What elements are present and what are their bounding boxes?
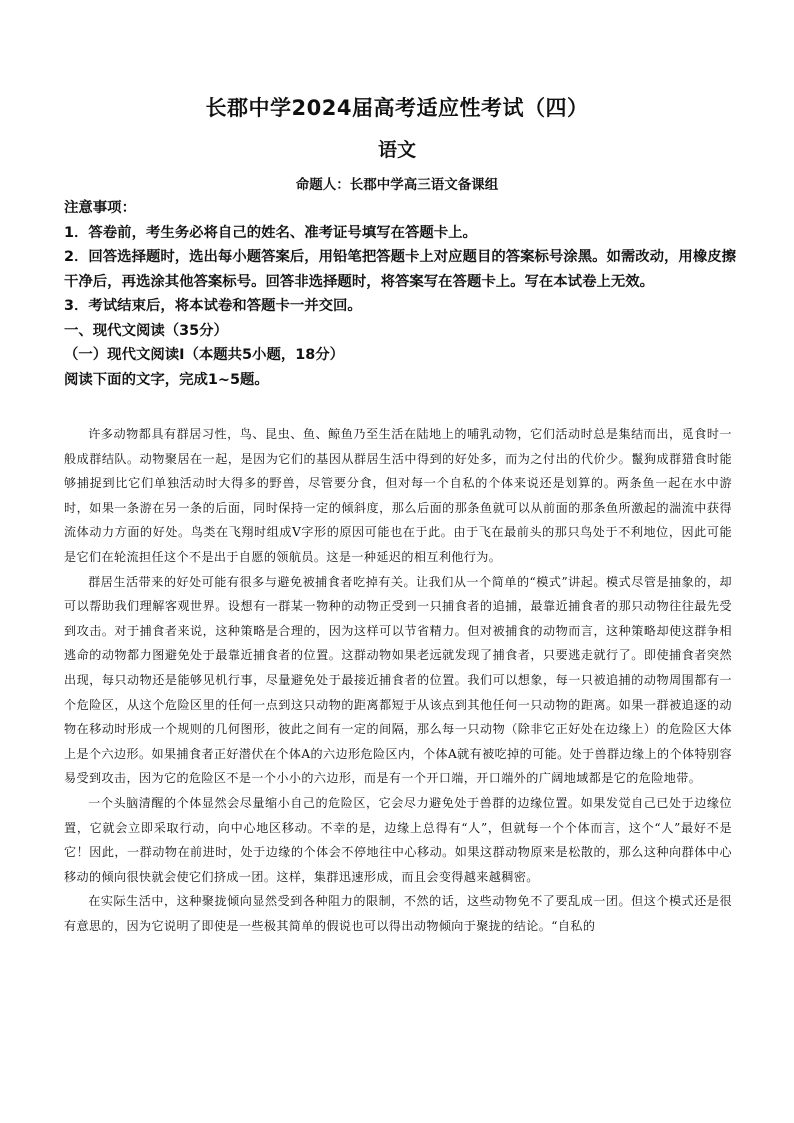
instructions-block [64, 196, 738, 392]
passage-paragraph-3: 一个头脑清醒的个体显然会尽量缩小自己的危险区，它会尽力避免处于兽群的边缘位置。如果发觉自己已处于边缘位置，它就会立即采取行动，向中心地区移动。不幸的是，边缘上总得有“人”，但就每一个个体而言，这个“人”最好不是它！因此，一群动物在前进时，处于边缘的个体会不停地往中心移动。如果这群动物原来是松散的，那么这种向群体中心移动的倾向很快就会使它们挤成一团。这样，集群迅速形成，而且会变得越来越稠密。 [64, 795, 732, 884]
reading-passage [64, 422, 732, 938]
instruction-item-1: 1．答卷前，考生务必将自己的姓名、准考证号填写在答题卡上。 [64, 224, 477, 241]
exam-title: 长郡中学2024届高考适应性考试（四） [205, 96, 589, 120]
passage-paragraph-4: 在实际生活中，这种聚拢倾向显然受到各种阻力的限制，不然的话，这些动物免不了要乱成一团。但这个模式还是很有意思的，因为它说明了即使是一些极其简单的假说也可以得出动物倾向于聚拢的结论。“自私的 [64, 894, 732, 933]
reading-prompt: 阅读下面的文字，完成1~5题。 [64, 371, 269, 388]
subsection-heading: （一）现代文阅读Ⅰ（本题共5小题，18分） [64, 347, 345, 363]
instructions-heading: 注意事项： [64, 200, 136, 216]
passage-paragraph-1: 许多动物都具有群居习性，鸟、昆虫、鱼、鲸鱼乃至生活在陆地上的哺乳动物，它们活动时总是集结而出，觅食时一般成群结队。动物聚居在一起，是因为它们的基因从群居生活中得到的好处多，而为之付出的代价少。鬣狗成群猎食时能够捕捉到比它们单独活动时大得多的野兽，尽管要分食，但对每一个自私的个体来说还是划算的。两条鱼一起在水中游时，如果一条游在另一条的后面，同时保持一定的倾斜度，那么后面的那条鱼就可以从前面的那条鱼所激起的湍流中获得流体动力方面的好处。鸟类在飞翔时组成V字形的原因可能也在于此。由于飞在最前头的那只鸟处于不利地位，因此可能是它们在轮流担任这个不是出于自愿的领航员。这是一种延迟的相互利他行为。 [64, 427, 732, 564]
passage-paragraph-2: 群居生活带来的好处可能有很多与避免被捕食者吃掉有关。让我们从一个简单的“模式”讲起。模式尽管是抽象的，却可以帮助我们理解客观世界。设想有一群某一物种的动物正受到一只捕食者的追捕，最靠近捕食者的那只动物往往最先受到攻击。对于捕食者来说，这种策略是合理的，因为这样可以节省精力。但对被捕食的动物而言，这种策略却使这群争相逃命的动物都力图避免处于最靠近捕食者的位置。这群动物如果老远就发现了捕食者，只要逃走就行了。即使捕食者突然出现，每只动物还是能够见机行事，尽量避免处于最接近捕食者的位置。我们可以想象，每一只被追捕的动物周围都有一个危险区，从这个危险区里的任何一点到这只动物的距离都短于从该点到其他任何一只动物的距离。如果一群被追逐的动物在移动时形成一个规则的几何图形，彼此之间有一定的间隔，那么每一只动物（除非它正好处在边缘上）的危险区大体上是个六边形。如果捕食者正好潜伏在个体A的六边形危险区内，个体A就有被吃掉的可能。处于兽群边缘上的个体特别容易受到攻击，因为它的危险区不是一个小小的六边形，而是有一个开口端，开口端外的广阔地域都是它的危险地带。 [64, 574, 732, 786]
instruction-item-3: 3．考试结束后，将本试卷和答题卡一并交回。 [64, 298, 362, 314]
section-heading: 一、现代文阅读（35分） [64, 322, 228, 339]
instruction-item-2: 2．回答选择题时，选出每小题答案后，用铅笔把答题卡上对应题目的答案标号涂黑。如需改动，用橡皮擦干净后，再选涂其他答案标号。回答非选择题时，将答案写在答题卡上。写在本试卷上无效。 [64, 249, 736, 290]
exam-subject: 语文 [377, 139, 416, 161]
exam-author: 命题人：长郡中学高三语文备课组 [295, 177, 499, 193]
